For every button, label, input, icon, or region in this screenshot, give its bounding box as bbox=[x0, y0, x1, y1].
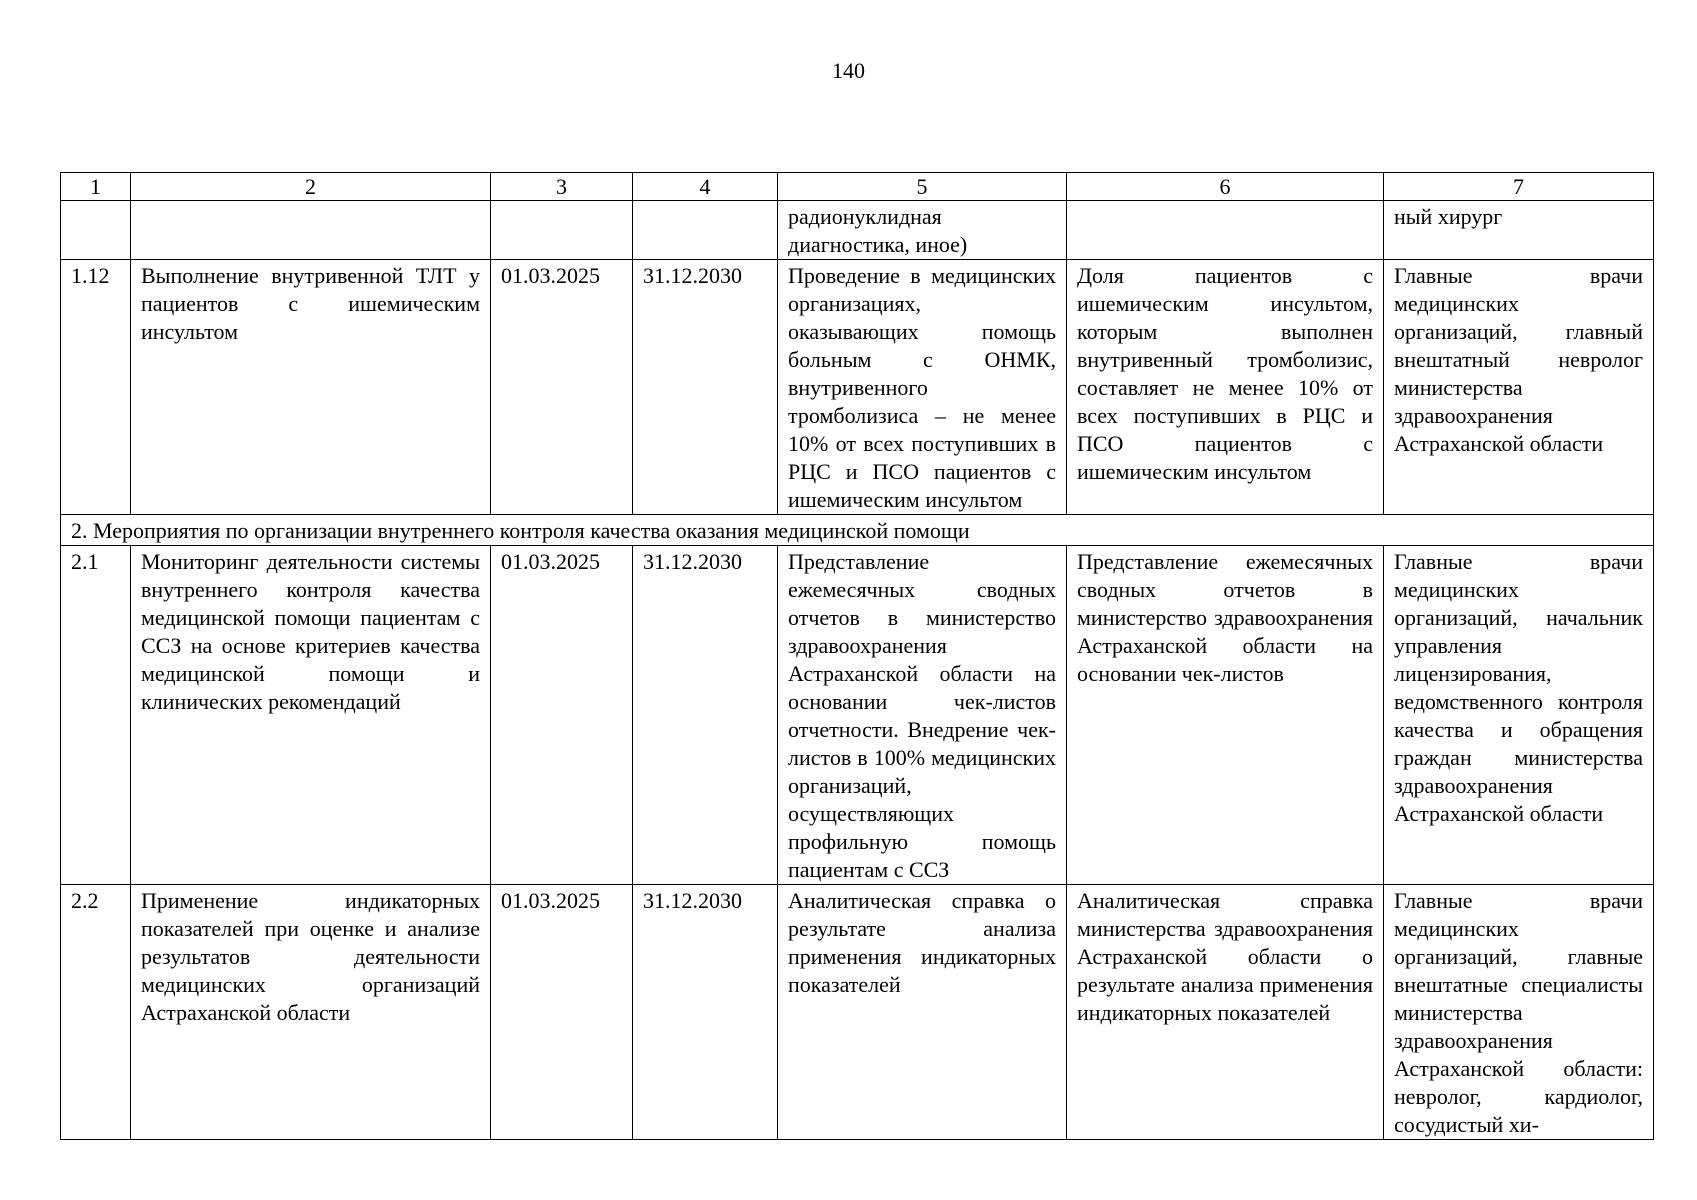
indicator-cell: Аналитическая справка министерства здравоохранения Астраханской области о результате анализа применения индикаторных показателей bbox=[1067, 885, 1384, 1140]
empty-cell bbox=[633, 201, 778, 260]
continuation-row bbox=[61, 201, 1654, 260]
column-number: 5 bbox=[778, 173, 1067, 201]
row-number-cell: 2.2 bbox=[61, 885, 131, 1140]
measure-name-cell: Выполнение внутривенной ТЛТ у пациентов с ишемическим инсультом bbox=[131, 260, 491, 515]
page-number: 140 bbox=[832, 58, 865, 83]
responsible-cell: Главные врачи медицинских организаций, главный внештатный невролог министерства здравоохранения Астраханской области bbox=[1384, 260, 1654, 515]
column-number: 7 bbox=[1384, 173, 1654, 201]
start-date-cell: 01.03.2025 bbox=[491, 546, 633, 885]
measure-name-cell: Мониторинг деятельности системы внутреннего контроля качества медицинской помощи пациентам с ССЗ на основе критериев качества медицинской помощи и клинических рекомендаций bbox=[131, 546, 491, 885]
continuation-result-cell: радионуклидная диагностика, иное) bbox=[778, 201, 1067, 260]
column-number: 4 bbox=[633, 173, 778, 201]
expected-result-cell: Аналитическая справка о результате анализа применения индикаторных показателей bbox=[778, 885, 1067, 1140]
end-date-cell: 31.12.2030 bbox=[633, 260, 778, 515]
row-number-cell: 2.1 bbox=[61, 546, 131, 885]
responsible-cell: Главные врачи медицинских организаций, начальник управления лицензирования, ведомственного контроля качества и обращения граждан министерства здравоохранения Астраханской области bbox=[1384, 546, 1654, 885]
start-date-cell: 01.03.2025 bbox=[491, 885, 633, 1140]
column-number: 6 bbox=[1067, 173, 1384, 201]
section-heading-row bbox=[61, 515, 1654, 546]
indicator-cell: Представление ежемесячных сводных отчетов в министерство здравоохранения Астраханской области на основании чек-листов bbox=[1067, 546, 1384, 885]
end-date-cell: 31.12.2030 bbox=[633, 885, 778, 1140]
expected-result-cell: Проведение в медицинских организациях, оказывающих помощь больным с ОНМК, внутривенного тромболизиса – не менее 10% от всех поступивших в РЦС и ПСО пациентов с ишемическим инсультом bbox=[778, 260, 1067, 515]
column-number: 1 bbox=[61, 173, 131, 201]
column-number: 3 bbox=[491, 173, 633, 201]
table-row bbox=[61, 546, 1654, 885]
expected-result-cell: Представление ежемесячных сводных отчетов в министерство здравоохранения Астраханской области на основании чек-листов отчетности. Внедрение чек-листов в 100% медицинских организаций, осуществляющих профильную помощь пациентам с ССЗ bbox=[778, 546, 1067, 885]
end-date-cell: 31.12.2030 bbox=[633, 546, 778, 885]
measure-name-cell: Применение индикаторных показателей при оценке и анализе результатов деятельности медицинских организаций Астраханской области bbox=[131, 885, 491, 1140]
empty-cell bbox=[491, 201, 633, 260]
column-number-row bbox=[61, 173, 1654, 201]
start-date-cell: 01.03.2025 bbox=[491, 260, 633, 515]
measures-table bbox=[60, 172, 1654, 1140]
empty-cell bbox=[1067, 201, 1384, 260]
section-title: 2. Мероприятия по организации внутреннего контроля качества оказания медицинской помощи bbox=[61, 515, 1654, 546]
row-number-cell: 1.12 bbox=[61, 260, 131, 515]
table-row bbox=[61, 260, 1654, 515]
empty-cell bbox=[131, 201, 491, 260]
empty-cell bbox=[61, 201, 131, 260]
continuation-responsible-cell: ный хирург bbox=[1384, 201, 1654, 260]
indicator-cell: Доля пациентов с ишемическим инсультом, которым выполнен внутривенный тромболизис, составляет не менее 10% от всех поступивших в РЦС и ПСО пациентов с ишемическим инсультом bbox=[1067, 260, 1384, 515]
table-row bbox=[61, 885, 1654, 1140]
responsible-cell: Главные врачи медицинских организаций, главные внештатные специалисты министерства здравоохранения Астраханской области: невролог, кардиолог, сосудистый хи- bbox=[1384, 885, 1654, 1140]
column-number: 2 bbox=[131, 173, 491, 201]
